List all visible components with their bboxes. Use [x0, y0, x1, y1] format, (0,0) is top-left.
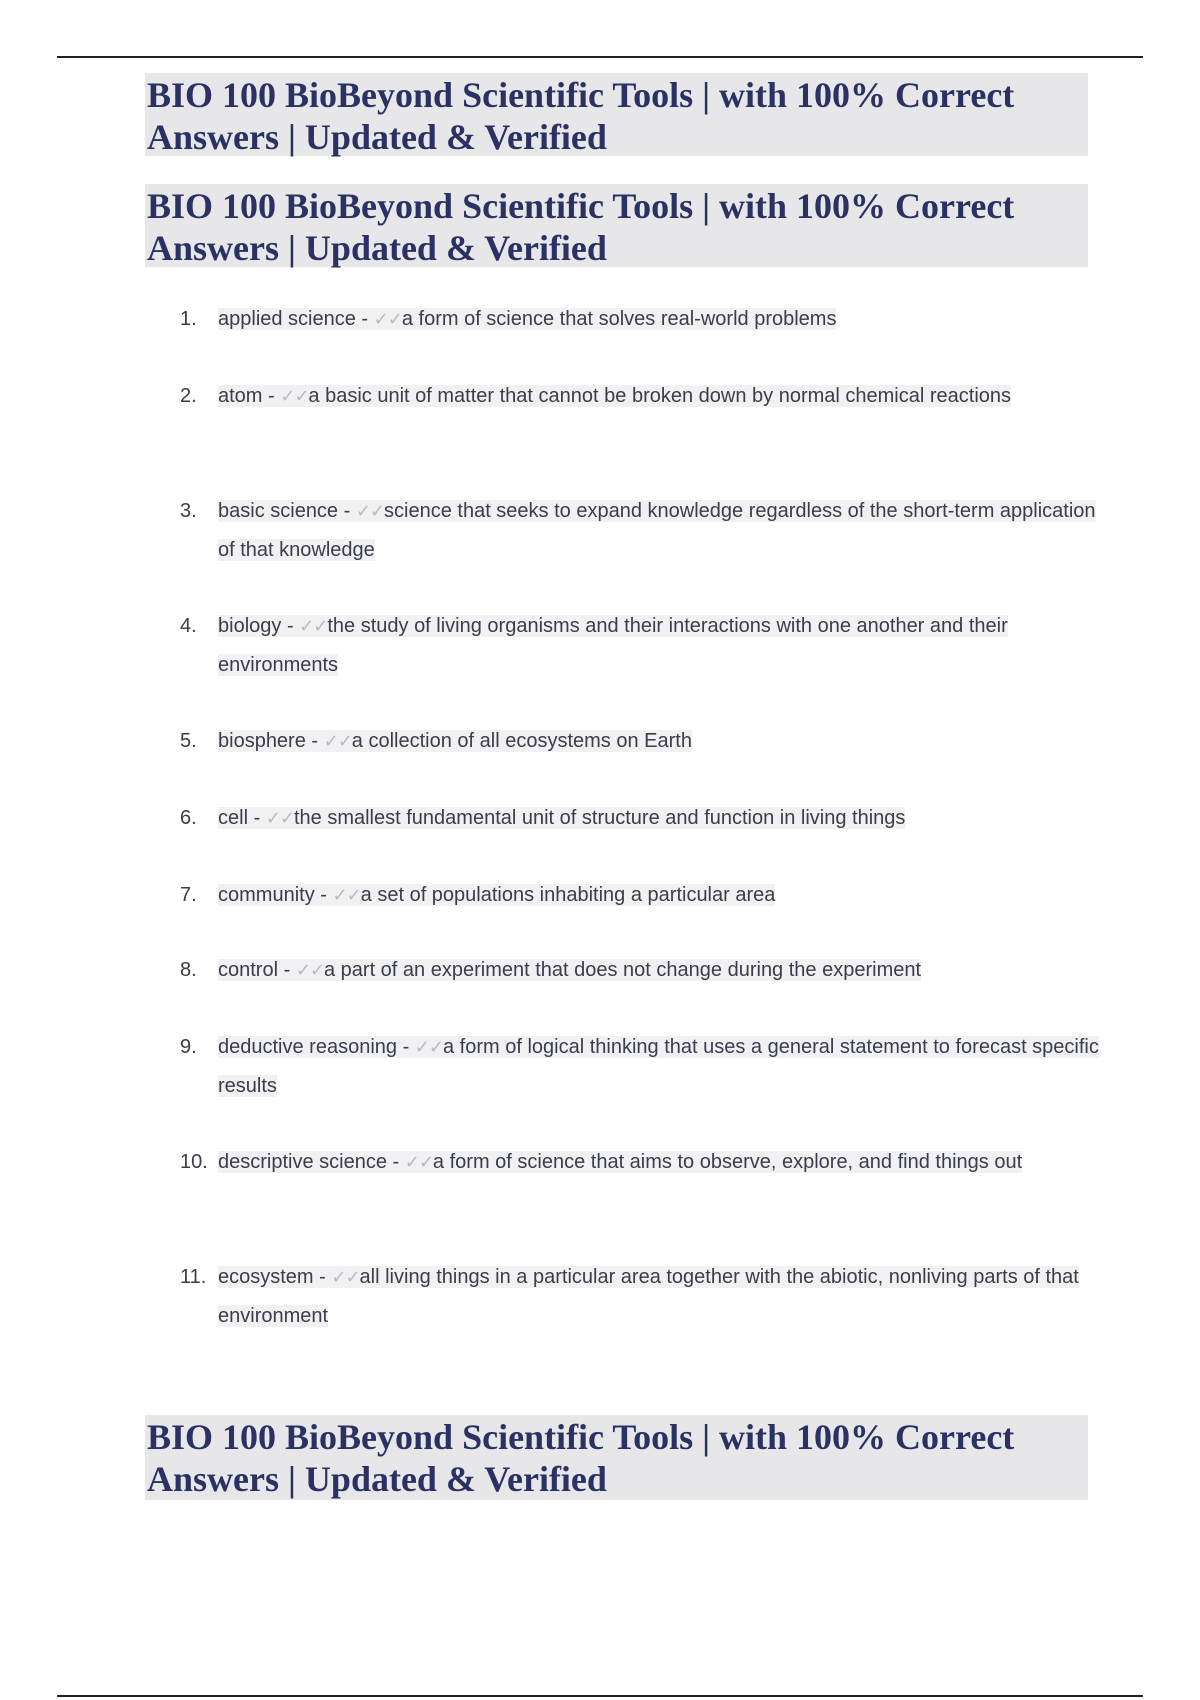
check-icon: ✓✓: [331, 1267, 360, 1288]
item-term: biology: [218, 615, 282, 637]
check-icon: ✓✓: [280, 386, 309, 407]
list-item: 9. deductive reasoning - ✓✓a form of logical thinking that uses a general statement to forecast specific results: [180, 1028, 1100, 1105]
list-item: 11. ecosystem - ✓✓all living things in a particular area together with the abiotic, nonliving parts of that environment: [180, 1258, 1100, 1335]
item-term: community: [218, 884, 315, 906]
item-term: basic science: [218, 500, 339, 522]
check-icon: ✓✓: [265, 808, 294, 829]
check-icon: ✓✓: [414, 1037, 443, 1058]
list-item: 7. community - ✓✓a set of populations inhabiting a particular area: [180, 876, 1100, 915]
item-term: cell: [218, 807, 249, 829]
item-term: atom: [218, 385, 263, 407]
document-heading-repeat: BIO 100 BioBeyond Scientific Tools | with 100% Correct Answers | Updated & Verified: [145, 184, 1088, 267]
list-item: 8. control - ✓✓a part of an experiment that does not change during the experiment: [180, 951, 1100, 990]
item-definition: a collection of all ecosystems on Earth: [351, 730, 692, 752]
item-definition: a set of populations inhabiting a particular area: [360, 884, 776, 906]
item-definition: a form of science that solves real-world problems: [401, 308, 837, 330]
check-icon: ✓✓: [355, 501, 385, 522]
item-term: applied science: [218, 308, 356, 330]
item-term: deductive reasoning: [218, 1036, 398, 1058]
bottom-rule: [57, 1695, 1143, 1697]
list-item: 6. cell - ✓✓the smallest fundamental unit of structure and function in living things: [180, 799, 1100, 838]
item-number: 5.: [180, 730, 197, 752]
item-number: 3.: [180, 500, 197, 522]
document-heading: BIO 100 BioBeyond Scientific Tools | with 100% Correct Answers | Updated & Verified: [145, 73, 1088, 156]
item-term: control: [218, 959, 279, 981]
item-number: 9.: [180, 1036, 197, 1058]
check-icon: ✓✓: [295, 960, 324, 981]
item-number: 4.: [180, 615, 197, 637]
check-icon: ✓✓: [373, 309, 402, 330]
item-definition: the smallest fundamental unit of structure and function in living things: [293, 807, 906, 829]
item-definition: a form of science that aims to observe, explore, and find things out: [432, 1151, 1023, 1173]
list-item: 10. descriptive science - ✓✓a form of science that aims to observe, explore, and find things out: [180, 1143, 1100, 1182]
item-number: 6.: [180, 807, 197, 829]
item-definition: the study of living organisms and their interactions with one another and their environments: [218, 615, 1008, 676]
item-number: 2.: [180, 385, 197, 407]
item-definition: a form of logical thinking that uses a general statement to forecast specific results: [218, 1036, 1099, 1097]
list-item: 4. biology - ✓✓the study of living organisms and their interactions with one another and their environments: [180, 607, 1100, 684]
item-definition: a part of an experiment that does not change during the experiment: [323, 959, 922, 981]
document-heading-repeat: BIO 100 BioBeyond Scientific Tools | with 100% Correct Answers | Updated & Verified: [145, 1415, 1088, 1500]
item-definition: science that seeks to expand knowledge regardless of the short-term application of that knowledge: [218, 500, 1096, 561]
check-icon: ✓✓: [299, 616, 328, 637]
list-item: 3. basic science - ✓✓science that seeks to expand knowledge regardless of the short-term application of that knowledge: [180, 492, 1100, 569]
check-icon: ✓✓: [323, 731, 352, 752]
list-item: 5. biosphere - ✓✓a collection of all ecosystems on Earth: [180, 722, 1100, 761]
item-number: 11.: [180, 1266, 207, 1288]
check-icon: ✓✓: [332, 885, 361, 906]
item-number: 7.: [180, 884, 197, 906]
item-term: biosphere: [218, 730, 306, 752]
check-icon: ✓✓: [404, 1152, 433, 1173]
top-rule: [57, 56, 1143, 58]
list-item: 1. applied science - ✓✓a form of science that solves real-world problems: [180, 300, 1100, 339]
item-term: descriptive science: [218, 1151, 387, 1173]
item-number: 1.: [180, 308, 197, 330]
item-definition: all living things in a particular area together with the abiotic, nonliving parts of that environment: [218, 1266, 1079, 1327]
item-number: 8.: [180, 959, 197, 981]
list-item: 2. atom - ✓✓a basic unit of matter that cannot be broken down by normal chemical reactions: [180, 377, 1100, 416]
item-number: 10.: [180, 1151, 208, 1173]
item-definition: a basic unit of matter that cannot be broken down by normal chemical reactions: [308, 385, 1012, 407]
item-term: ecosystem: [218, 1266, 314, 1288]
